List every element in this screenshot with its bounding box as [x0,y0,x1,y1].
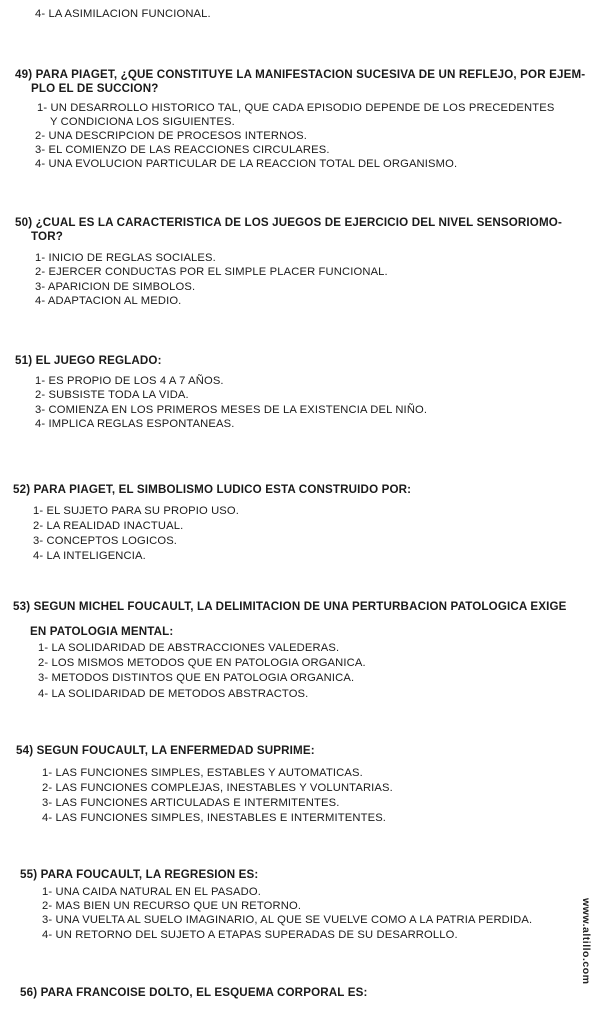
answer-option: 3- UNA VUELTA AL SUELO IMAGINARIO, AL QUE SE VUELVE COMO A LA PATRIA PERDIDA. [42,914,533,926]
answer-option: 4- UNA EVOLUCION PARTICULAR DE LA REACCION TOTAL DEL ORGANISMO. [35,158,458,170]
answer-option: 2- EJERCER CONDUCTAS POR EL SIMPLE PLACER FUNCIONAL. [35,266,388,278]
answer-option: 1- ES PROPIO DE LOS 4 A 7 AÑOS. [35,375,224,387]
question-text: 52) PARA PIAGET, EL SIMBOLISMO LUDICO ESTA CONSTRUIDO POR: [13,483,412,496]
answer-option: 1- INICIO DE REGLAS SOCIALES. [35,252,216,264]
answer-option: 4- IMPLICA REGLAS ESPONTANEAS. [35,418,235,430]
answer-option: Y CONDICIONA LOS SIGUIENTES. [50,116,235,128]
answer-option: 3- METODOS DISTINTOS QUE EN PATOLOGIA ORGANICA. [38,672,355,684]
question-text: 56) PARA FRANCOISE DOLTO, EL ESQUEMA CORPORAL ES: [20,986,368,999]
answer-option: 4- LA INTELIGENCIA. [33,550,146,562]
answer-option: 2- LA REALIDAD INACTUAL. [33,520,184,532]
answer-option: 4- UN RETORNO DEL SUJETO A ETAPAS SUPERADAS DE SU DESARROLLO. [42,929,458,941]
answer-option: 3- COMIENZA EN LOS PRIMEROS MESES DE LA EXISTENCIA DEL NIÑO. [35,404,428,416]
answer-option: 1- LA SOLIDARIDAD DE ABSTRACCIONES VALEDERAS. [38,642,340,654]
question-text: 51) EL JUEGO REGLADO: [15,354,162,367]
answer-option: 4- LA ASIMILACION FUNCIONAL. [35,8,211,20]
question-text: TOR? [31,230,63,243]
answer-option: 2- UNA DESCRIPCION DE PROCESOS INTERNOS. [35,130,308,142]
answer-option: 1- UNA CAIDA NATURAL EN EL PASADO. [42,886,261,898]
question-text: 54) SEGUN FOUCAULT, LA ENFERMEDAD SUPRIME: [16,744,315,757]
question-text: 49) PARA PIAGET, ¿QUE CONSTITUYE LA MANIFESTACION SUCESIVA DE UN REFLEJO, POR EJEM- [15,68,586,81]
question-text: PLO EL DE SUCCION? [31,82,159,95]
answer-option: 3- EL COMIENZO DE LAS REACCIONES CIRCULARES. [35,144,330,156]
answer-option: 2- MAS BIEN UN RECURSO QUE UN RETORNO. [42,900,302,912]
answer-option: 4- LAS FUNCIONES SIMPLES, INESTABLES E INTERMITENTES. [42,812,387,824]
answer-option: 3- CONCEPTOS LOGICOS. [33,535,178,547]
question-text: 50) ¿CUAL ES LA CARACTERISTICA DE LOS JUEGOS DE EJERCICIO DEL NIVEL SENSORIOMO- [15,216,562,229]
answer-option: 1- UN DESARROLLO HISTORICO TAL, QUE CADA EPISODIO DEPENDE DE LOS PRECEDENTES [37,102,555,114]
question-text: EN PATOLOGIA MENTAL: [30,625,174,638]
answer-option: 1- EL SUJETO PARA SU PROPIO USO. [33,505,240,517]
question-text: 55) PARA FOUCAULT, LA REGRESION ES: [20,868,259,881]
watermark-text: www.altillo.com [580,898,592,985]
answer-option: 4- LA SOLIDARIDAD DE METODOS ABSTRACTOS. [38,688,309,700]
question-text: 53) SEGUN MICHEL FOUCAULT, LA DELIMITACION DE UNA PERTURBACION PATOLOGICA EXIGE [13,600,567,613]
answer-option: 2- LOS MISMOS METODOS QUE EN PATOLOGIA ORGANICA. [38,657,366,669]
answer-option: 3- LAS FUNCIONES ARTICULADAS E INTERMITENTES. [42,797,340,809]
answer-option: 4- ADAPTACION AL MEDIO. [35,295,182,307]
answer-option: 1- LAS FUNCIONES SIMPLES, ESTABLES Y AUTOMATICAS. [42,767,363,779]
answer-option: 2- LAS FUNCIONES COMPLEJAS, INESTABLES Y VOLUNTARIAS. [42,782,393,794]
answer-option: 3- APARICION DE SIMBOLOS. [35,281,196,293]
answer-option: 2- SUBSISTE TODA LA VIDA. [35,389,189,401]
